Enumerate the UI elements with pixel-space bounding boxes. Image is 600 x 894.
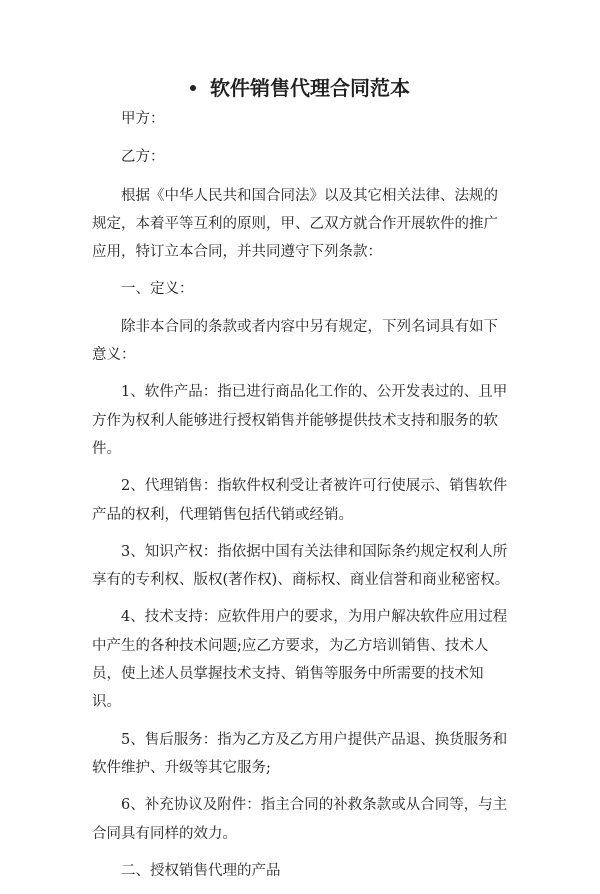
section-2-heading: 二、授权销售代理的产品	[121, 862, 281, 879]
bullet-icon	[190, 85, 196, 91]
document-body	[92, 105, 512, 894]
section-1-heading: 一、定义：	[121, 281, 194, 298]
document-title-row	[0, 72, 600, 104]
party-a-line: 甲方：	[121, 111, 165, 127]
intro-paragraph: 根据《中华人民共和国合同法》以及其它相关法律、法规的规定，本着平等互利的原则，甲、乙双方就合作开展软件的推广应用，特订立本合同，并共同遵守下列条款：	[92, 187, 498, 261]
definition-supplementary-agreement: 6、补充协议及附件：指主合同的补救条款或从合同等，与主合同具有同样的效力。	[92, 797, 508, 842]
definition-agency-sales: 2、代理销售：指软件权利受让者被许可行使展示、销售软件产品的权利，代理销售包括代销或经销。	[92, 478, 508, 523]
party-b-line: 乙方：	[121, 149, 165, 166]
definition-intellectual-property: 3、知识产权：指依据中国有关法律和国际条约规定权利人所享有的专利权、版权(著作权)、商标权、商业信誉和商业秘密权。	[92, 543, 510, 589]
definition-software-product: 1、软件产品：指已进行商品化工作的、公开发表过的、且甲方作为权利人能够进行授权销售并能够提供技术支持和服务的软件。	[92, 384, 508, 457]
definition-after-sales-service: 5、售后服务：指为乙方及乙方用户提供产品退、换货服务和软件维护、升级等其它服务;	[92, 731, 508, 776]
document-title: 软件销售代理合同范本	[210, 76, 410, 100]
definitions-intro: 除非本合同的条款或者内容中另有规定，下列名词具有如下意义：	[92, 318, 498, 364]
definition-technical-support: 4、技术支持：应软件用户的要求，为用户解决软件应用过程中产生的各种技术问题;应乙方要求，为乙方培训销售、技术人员，使上述人员掌握技术支持、销售等服务中所需要的技术知识。	[92, 609, 508, 711]
